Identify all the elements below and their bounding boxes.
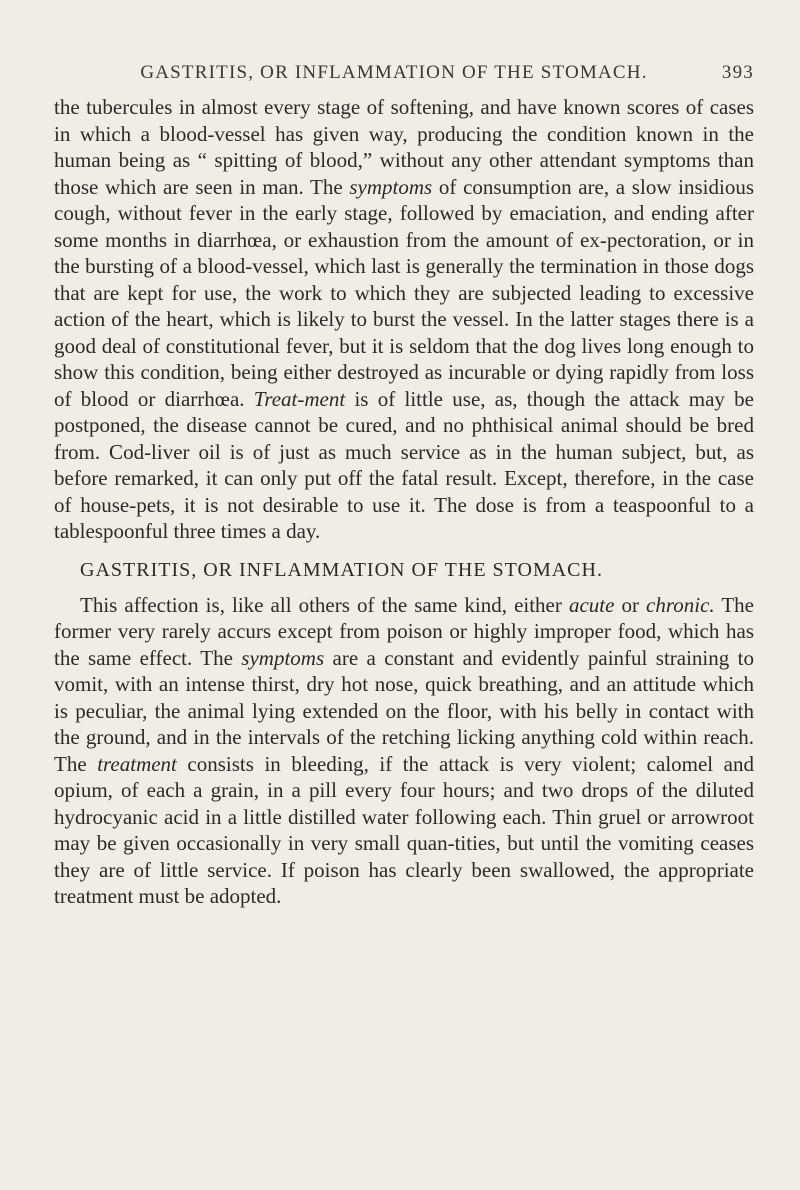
text-run: the tubercules in almost every stage of softening, and have known scores of cases in which a blood-vessel has given way, producing the condition known in the human being as “ spitting of blood,” without any other attendant symptoms than those which are seen in man. The [54, 95, 754, 199]
italic-symptoms: symptoms [349, 174, 433, 199]
italic-treatment: Treat-ment [253, 386, 346, 411]
book-page [54, 62, 754, 910]
running-head-title: GASTRITIS, OR INFLAMMATION OF THE STOMACH. [140, 62, 648, 83]
section-heading: GASTRITIS, OR INFLAMMATION OF THE STOMACH. [80, 558, 603, 581]
text-run: are a constant and evidently painful straining to vomit, with an intense thirst, dry hot nose, quick breathing, and an attitude which is peculiar, the animal lying extended on the floor, with his belly in contact with the ground, and in the intervals of the retching licking anything cold within reach. The [54, 645, 754, 776]
text-run: consists in bleeding, if the attack is very violent; calomel and opium, of each a grain, in a pill every four hours; and two drops of the diluted hydrocyanic acid in a little distilled water following each. Thin gruel or arrowroot may be given occasionally in very small quan-tities, but until the vomiting ceases they are of little service. If poison has clearly been swallowed, the appropriate treatment must be adopted. [54, 751, 754, 908]
paragraph-consumption [54, 94, 754, 545]
italic-chronic: chronic. [646, 592, 715, 617]
italic-acute: acute [568, 592, 615, 617]
running-head [54, 62, 754, 84]
text-run: or [614, 592, 647, 617]
text-run: is of little use, as, though the attack may be postponed, the disease cannot be cured, and no phthisical animal should be bred from. Cod-liver oil is of just as much service as in the human subject, but, as before remarked, it can only put off the fatal result. Except, therefore, in the case of house-pets, it is not desirable to use it. The dose is from a teaspoonful to a tablespoonful three times a day. [54, 386, 754, 543]
italic-symptoms: symptoms [241, 645, 325, 670]
text-run: This affection is, like all others of the same kind, either [80, 592, 569, 617]
italic-treatment: treatment [97, 751, 177, 776]
page-number: 393 [721, 62, 754, 83]
paragraph-gastritis [54, 592, 754, 910]
text-run: of consumption are, a slow insidious cough, without fever in the early stage, followed by emaciation, and ending after some months in diarrhœa, or exhaustion from the amount of ex-pectoration, or in the bursting of a blood-vessel, which last is generally the termination in those dogs that are kept for use, the work to which they are subjected leading to excessive action of the heart, which is likely to burst the vessel. In the latter stages there is a good deal of constitutional fever, but it is seldom that the dog lives long enough to show this condition, being either destroyed as incurable or dying rapidly from loss of blood or diarrhœa. [54, 174, 755, 411]
text-run: The former very rarely accurs except from poison or highly improper food, which has the same effect. The [54, 592, 754, 670]
